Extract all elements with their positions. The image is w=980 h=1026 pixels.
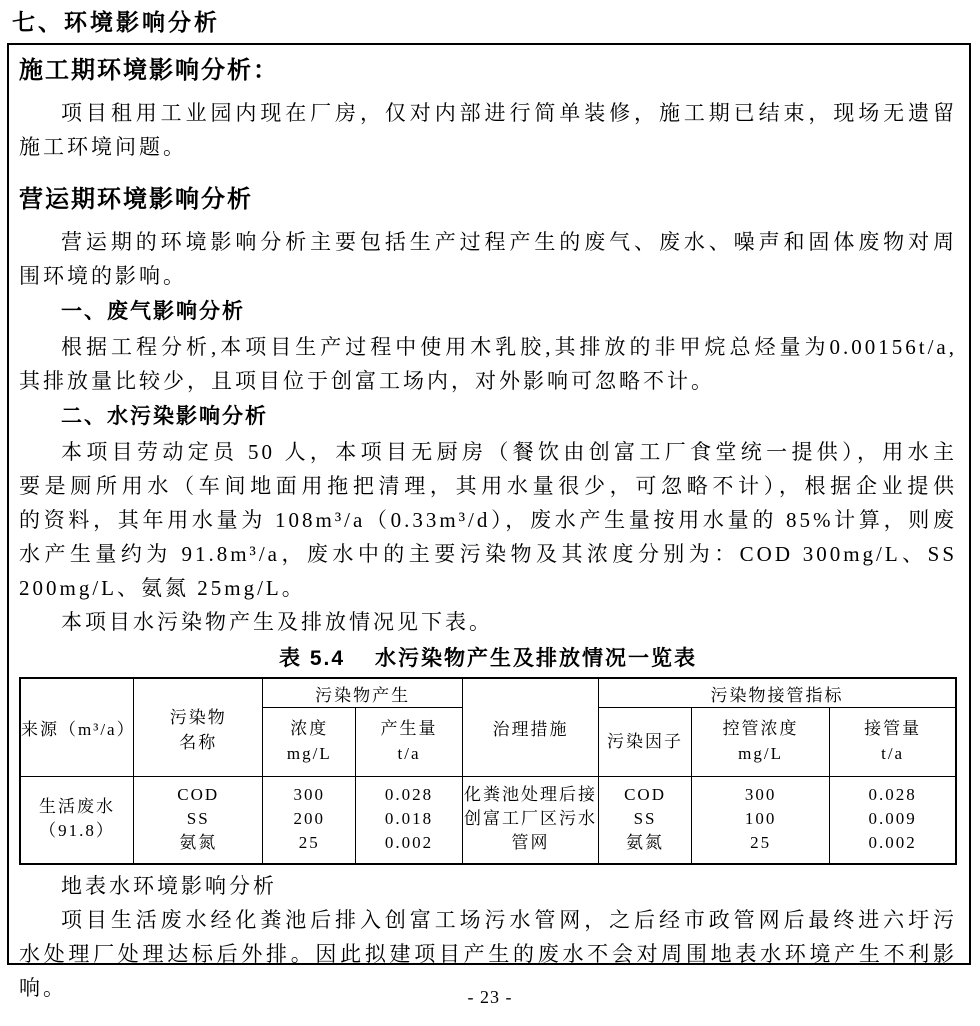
cell-amount xyxy=(356,777,463,865)
group-header-produce: 污染物产生 xyxy=(263,678,462,708)
cell-control-line: 25 xyxy=(750,833,772,852)
cell-factor-line: COD xyxy=(624,785,666,804)
cell-treatment-line: 创富工厂区污水 xyxy=(463,809,597,828)
col-header-concentration xyxy=(263,708,356,777)
cell-intake-line: 0.009 xyxy=(868,809,917,828)
page-title: 七、环境影响分析 xyxy=(12,9,220,35)
col-header-control-concentration xyxy=(691,708,829,777)
cell-concentration-line: 300 xyxy=(293,785,326,804)
water-impact-line: 200mg/L、氨氮 25mg/L。 xyxy=(19,576,306,600)
cell-source-line: （91.8） xyxy=(39,821,115,840)
col-header-pollutant-name xyxy=(134,678,263,777)
air-impact-line: 根据工程分析,本项目生产过程中使用木乳胶,其排放的非甲烷总烃量为0.00156t/a, xyxy=(61,335,957,359)
cell-pollutant-line: COD xyxy=(177,785,220,804)
cell-source-line: 生活废水 xyxy=(39,797,116,816)
surface-water-line: 水处理厂处理达标后外排。因此拟建项目产生的废水不会对周围地表水环境产生不利影 xyxy=(19,942,957,966)
surface-water-line: 响。 xyxy=(19,976,67,1000)
surface-water-line: 项目生活废水经化粪池后排入创富工场污水管网，之后经市政管网后最终进六圩污 xyxy=(61,908,957,932)
col-header-control-line: 控管浓度 xyxy=(722,719,799,738)
col-header-factor: 污染因子 xyxy=(599,708,692,777)
air-impact-heading: 一、废气影响分析 xyxy=(61,300,245,323)
cell-amount-line: 0.018 xyxy=(384,809,434,828)
cell-pollutant-line: 氨氮 xyxy=(179,833,218,852)
cell-treatment xyxy=(462,777,598,865)
cell-factor-line: 氨氮 xyxy=(626,833,665,852)
construction-paragraph-line: 施工环境问题。 xyxy=(19,135,187,159)
col-header-pollutant-line: 污染物 xyxy=(169,707,227,727)
col-header-source: 来源（m³/a） xyxy=(20,678,134,777)
cell-concentration xyxy=(263,777,356,865)
cell-amount-line: 0.028 xyxy=(384,785,434,804)
cell-control-line: 100 xyxy=(744,809,777,828)
water-impact-line: 要是厕所用水（车间地面用拖把清理，其用水量很少，可忽略不计），根据企业提供 xyxy=(19,474,957,498)
cell-treatment-line: 管网 xyxy=(511,833,550,852)
table-caption-title: 水污染物产生及排放情况一览表 xyxy=(375,647,698,670)
operation-intro-line: 围环境的影响。 xyxy=(19,264,187,288)
cell-source xyxy=(20,777,134,865)
cell-concentration-line: 200 xyxy=(293,809,326,828)
cell-factor xyxy=(599,777,692,865)
cell-control-concentration xyxy=(691,777,829,865)
col-header-control-unit: mg/L xyxy=(738,744,783,763)
water-impact-line: 的资料，其年用水量为 108m³/a（0.33m³/d），废水产生量按用水量的 85%计算，则废 xyxy=(19,508,957,532)
air-impact-line: 其排放量比较少，且项目位于创富工场内，对外影响可忽略不计。 xyxy=(19,369,715,393)
col-header-amount-line: 产生量 xyxy=(380,719,438,738)
construction-heading: 施工期环境影响分析： xyxy=(19,57,279,84)
operation-heading: 营运期环境影响分析 xyxy=(19,186,253,213)
col-header-intake-line: 接管量 xyxy=(864,719,922,738)
cell-treatment-line: 化粪池处理后接 xyxy=(463,785,597,804)
water-impact-line: 水产生量约为 91.8m³/a，废水中的主要污染物及其浓度分别为：COD 300mg/L、SS xyxy=(19,542,957,566)
table-row xyxy=(20,777,956,865)
operation-intro-line: 营运期的环境影响分析主要包括生产过程产生的废气、废水、噪声和固体废物对周 xyxy=(61,230,957,254)
col-header-treatment: 治理措施 xyxy=(462,678,598,777)
cell-intake xyxy=(830,777,956,865)
water-impact-line: 本项目劳动定员 50 人，本项目无厨房（餐饮由创富工厂食堂统一提供），用水主 xyxy=(61,440,957,464)
table-caption-label: 表 5.4 xyxy=(278,647,346,670)
cell-control-line: 300 xyxy=(744,785,777,804)
cell-intake-line: 0.002 xyxy=(868,833,917,852)
cell-concentration-line: 25 xyxy=(298,833,320,852)
col-header-concentration-unit: mg/L xyxy=(286,744,332,763)
col-header-amount-unit: t/a xyxy=(397,744,421,763)
page-number: - 23 - xyxy=(467,987,513,1007)
water-pollutant-table xyxy=(19,677,957,865)
col-header-pollutant-line: 名称 xyxy=(179,732,218,752)
table-intro-note: 本项目水污染物产生及排放情况见下表。 xyxy=(61,610,493,634)
col-header-amount xyxy=(356,708,463,777)
surface-water-heading: 地表水环境影响分析 xyxy=(61,874,277,898)
table-caption xyxy=(19,643,957,675)
cell-intake-line: 0.028 xyxy=(868,785,917,804)
cell-amount-line: 0.002 xyxy=(384,833,434,852)
group-header-intake: 污染物接管指标 xyxy=(599,678,956,708)
col-header-concentration-line: 浓度 xyxy=(290,719,329,738)
col-header-intake-amount xyxy=(830,708,956,777)
construction-paragraph-line: 项目租用工业园内现在厂房，仅对内部进行简单装修，施工期已结束，现场无遗留 xyxy=(61,101,957,125)
cell-factor-line: SS xyxy=(633,809,657,828)
cell-pollutant-line: SS xyxy=(186,809,210,828)
water-impact-heading: 二、水污染影响分析 xyxy=(61,405,268,428)
col-header-intake-unit: t/a xyxy=(881,744,905,763)
cell-pollutants xyxy=(134,777,263,865)
